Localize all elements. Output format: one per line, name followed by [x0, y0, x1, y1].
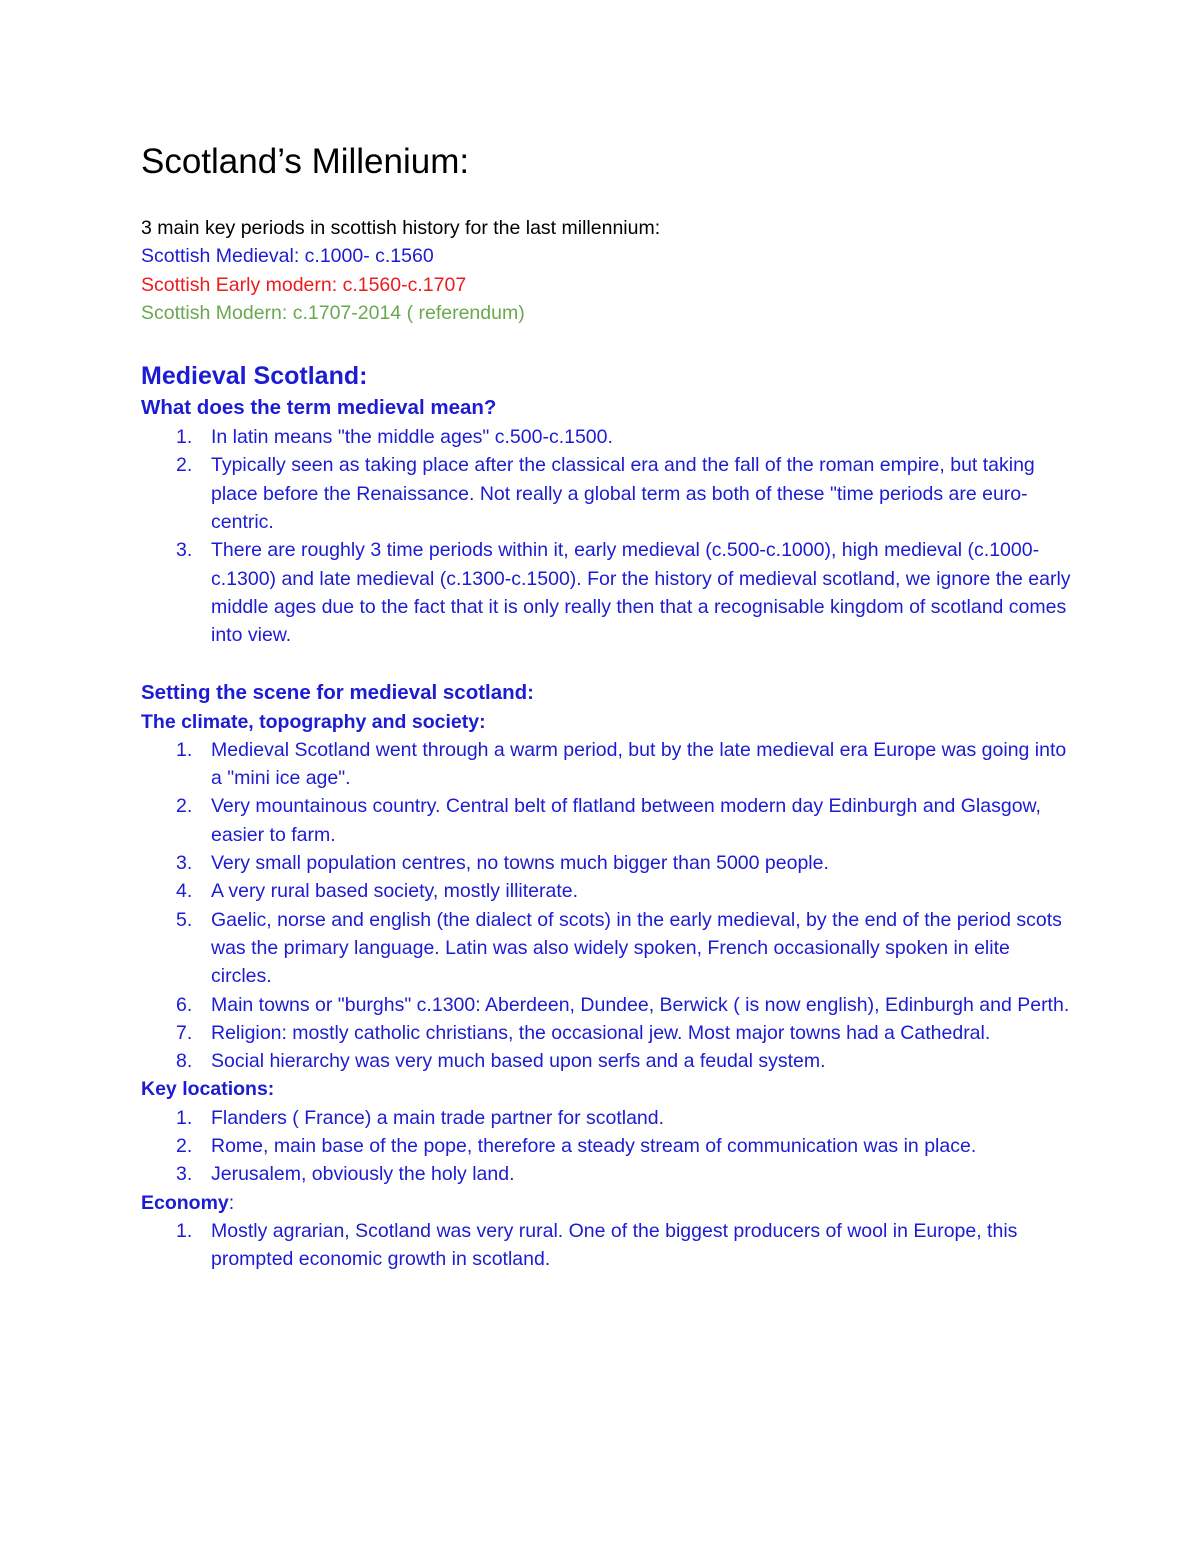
- list-item-text: Main towns or "burghs" c.1300: Aberdeen, Dundee, Berwick ( is now english), Edinburgh and Perth.: [211, 993, 1070, 1016]
- list-number: 1.: [176, 1106, 193, 1129]
- list-number: 3.: [176, 1163, 193, 1186]
- economy-list: [141, 1217, 1071, 1274]
- list-number: 1.: [176, 738, 193, 761]
- subheading-key-locations: Key locations:: [141, 1078, 275, 1101]
- list-item: [141, 792, 1071, 849]
- list-item: [141, 1132, 1071, 1160]
- list-item-text: Religion: mostly catholic christians, the occasional jew. Most major towns had a Cathedral.: [211, 1021, 991, 1044]
- list-number: 1.: [176, 426, 193, 449]
- list-item-text: Gaelic, norse and english (the dialect of scots) in the early medieval, by the end of the period scots was the primary language. Latin was also widely spoken, French occasionally spoken in elite circles.: [211, 908, 1062, 988]
- list-item: [141, 451, 1071, 536]
- list-number: 1.: [176, 1219, 193, 1242]
- list-number: 6.: [176, 993, 193, 1016]
- subheading-economy: [141, 1189, 1071, 1217]
- subheading-climate: The climate, topography and society:: [141, 710, 486, 733]
- document-page: [141, 140, 1071, 1274]
- list-number: 3.: [176, 852, 193, 875]
- list-item: [141, 1019, 1071, 1047]
- list-item: [141, 736, 1071, 793]
- list-item: [141, 991, 1071, 1019]
- list-item-text: Very mountainous country. Central belt of flatland between modern day Edinburgh and Glasgow, easier to farm.: [211, 795, 1041, 846]
- list-item: [141, 1047, 1071, 1075]
- list-number: 7.: [176, 1021, 193, 1044]
- period-early-modern: Scottish Early modern: c.1560-c.1707: [141, 273, 467, 296]
- list-item: [141, 906, 1071, 991]
- list-number: 4.: [176, 880, 193, 903]
- list-number: 2.: [176, 1135, 193, 1158]
- list-item-text: Social hierarchy was very much based upon serfs and a feudal system.: [211, 1050, 826, 1073]
- list-item-text: A very rural based society, mostly illiterate.: [211, 880, 579, 903]
- subheading-setting-scene: Setting the scene for medieval scotland:: [141, 680, 535, 704]
- economy-heading-text: Economy: [141, 1191, 229, 1214]
- list-item-text: Rome, main base of the pope, therefore a steady stream of communication was in place.: [211, 1135, 977, 1158]
- list-item: [141, 536, 1071, 649]
- list-item: [141, 423, 1071, 451]
- list-item-text: Flanders ( France) a main trade partner for scotland.: [211, 1106, 665, 1129]
- term-list: [141, 423, 1071, 649]
- economy-heading-colon: :: [228, 1191, 235, 1214]
- list-item-text: Very small population centres, no towns much bigger than 5000 people.: [211, 852, 829, 875]
- list-number: 2.: [176, 795, 193, 818]
- list-item-text: Mostly agrarian, Scotland was very rural. One of the biggest producers of wool in Europe, this prompted economic growth in scotland.: [211, 1219, 1018, 1271]
- document-title: Scotland’s Millenium:: [141, 142, 470, 181]
- list-item: [141, 849, 1071, 877]
- section-heading-medieval-scotland: Medieval Scotland:: [141, 362, 368, 391]
- list-item: [141, 877, 1071, 905]
- list-item-text: Medieval Scotland went through a warm period, but by the late medieval era Europe was going into a "mini ice age".: [211, 738, 1067, 790]
- list-number: 2.: [176, 454, 193, 477]
- list-item: [141, 1104, 1071, 1132]
- period-medieval: Scottish Medieval: c.1000- c.1560: [141, 245, 434, 268]
- list-item-text: Jerusalem, obviously the holy land.: [211, 1163, 515, 1186]
- list-number: 8.: [176, 1050, 193, 1073]
- intro-text: 3 main key periods in scottish history for the last millennium:: [141, 217, 661, 239]
- period-modern: Scottish Modern: c.1707-2014 ( referendum): [141, 301, 525, 324]
- list-number: 5.: [176, 908, 193, 931]
- locations-list: [141, 1104, 1071, 1189]
- subheading-term-medieval: What does the term medieval mean?: [141, 396, 497, 420]
- list-item-text: There are roughly 3 time periods within it, early medieval (c.500-c.1000), high medieval (c.1000-c.1300) and late medieval (c.1300-c.1500). For the history of medieval scotland, we ignore the early middle ages due to the fact that it is only really then that a recognisable kingdom of scotland comes into view.: [211, 539, 1071, 647]
- list-item: [141, 1217, 1071, 1274]
- climate-list: [141, 736, 1071, 1076]
- list-item-text: Typically seen as taking place after the classical era and the fall of the roman empire, but taking place before the Renaissance. Not really a global term as both of these "time periods are euro-centric.: [211, 454, 1035, 534]
- list-item: [141, 1160, 1071, 1188]
- list-number: 3.: [176, 539, 193, 562]
- list-item-text: In latin means "the middle ages" c.500-c.1500.: [211, 426, 613, 449]
